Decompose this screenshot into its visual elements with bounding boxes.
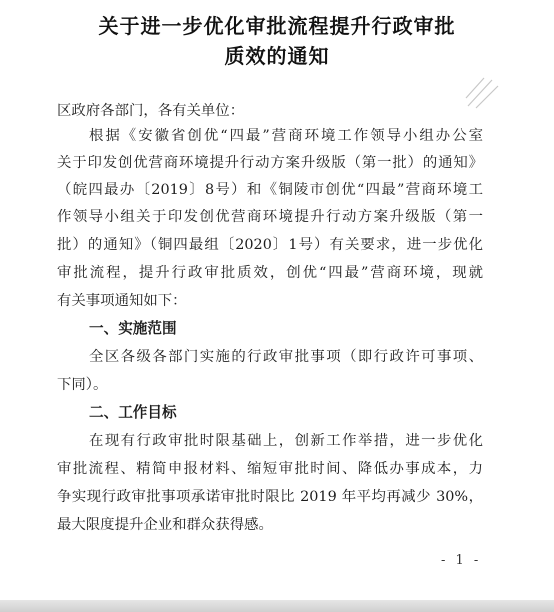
page-number: - 1 - [441, 553, 482, 568]
salutation: 区政府各部门，各有关单位： [57, 103, 245, 119]
section2-line-1: 在现有行政审批时限基础上，创新工作举措，进一步优化 [89, 433, 483, 449]
section1-heading: 一、实施范围 [89, 320, 177, 337]
document-title-line-1: 关于进一步优化审批流程提升行政审批 [98, 14, 456, 38]
page-edge-shadow [0, 600, 554, 612]
paragraph1-line-4: 作领导小组关于印发创优营商环境提升行动方案升级版（第一 [57, 209, 483, 225]
scribble-mark-icon [462, 72, 502, 112]
section2-heading: 二、工作目标 [89, 404, 177, 421]
section1-line-1: 全区各级各部门实施的行政审批事项（即行政许可事项、 [89, 349, 483, 365]
section2-line-3: 争实现行政审批事项承诺审批时限比 2019 年平均再减少 30%， [57, 489, 483, 505]
paragraph1-line-5: 批）的通知》（铜四最组〔2020〕1号）有关要求，进一步优化 [57, 237, 483, 253]
section2-line-4: 最大限度提升企业和群众获得感。 [57, 517, 273, 533]
paragraph1-line-3: （皖四最办〔2019〕8号）和《铜陵市创优“四最”营商环境工 [57, 182, 483, 198]
section1-line-2: 下同）。 [57, 377, 108, 393]
paragraph1-line-1: 根据《安徽省创优“四最”营商环境工作领导小组办公室 [89, 128, 483, 144]
document-title-line-2: 质效的通知 [224, 44, 330, 68]
paragraph1-line-2: 关于印发创优营商环境提升行动方案升级版（第一批）的通知》 [57, 155, 483, 171]
section2-line-2: 审批流程、精简申报材料、缩短审批时间、降低办事成本，力 [57, 461, 483, 477]
paragraph1-line-6: 审批流程，提升行政审批质效，创优“四最”营商环境，现就 [57, 265, 483, 281]
paragraph1-line-7: 有关事项通知如下： [57, 293, 187, 309]
